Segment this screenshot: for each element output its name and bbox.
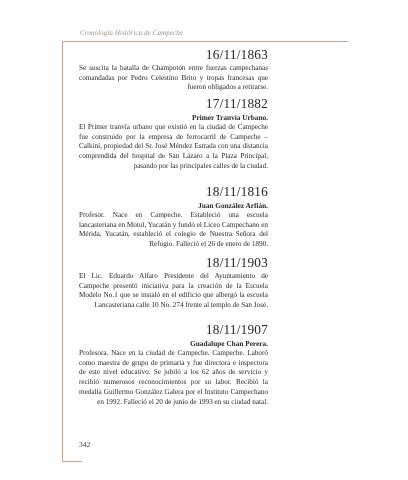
entry-heading: Primer Tranvía Urbano.	[191, 113, 268, 122]
entry-text: Se suscita la batalla de Champotón entre fuerzas campechanas comandadas por Pedro Celestino Brito y tropas francesas que fueron obligados a retirarse.	[79, 64, 268, 92]
entry-date: 17/11/1882	[205, 96, 268, 111]
entry-text: El Lic. Eduardo Alfaro Presidente del Ayuntamiento de Campeche presentó iniciativa para la creación de la Escuela Modelo No.1 que se instaló en el edificio que albergó la escuela Lancasteriana calle 10 No. 274 frente al templo de San José.	[79, 272, 268, 310]
entry-1882	[79, 97, 268, 172]
entry-date: 18/11/1907	[205, 322, 268, 337]
footer-rule	[62, 461, 82, 462]
entry-heading: Guadalupe Chan Perera.	[190, 339, 268, 348]
margin-rule	[62, 41, 63, 462]
entry-text: Profesora. Nace en la ciudad de Campeche. Campeche. Laboró como maestra de grupo de primaria y fue directora e inspectora de este nivel educativo. Se jubiló a los 62 años de servicio y recibió numerosos reconocimientos por su labor. Recibió la medalla Guillermo González Galera por el Instituto Campechano en 1992. Falleció el 20 de junio de 1993 en su ciudad natal.	[79, 349, 268, 406]
entry-1903	[79, 256, 268, 311]
entry-date: 18/11/1903	[205, 255, 268, 270]
entry-date: 16/11/1863	[205, 47, 268, 62]
entry-text: El Primer tranvía urbano que existió en la ciudad de Campeche fue construido por la empresa de ferrocarril de Campeche – Calkiní, propiedad del Sr. José Méndez Estrada con una distancia comprendida del hospital de San Lázaro a la Plaza Principal, pasando por las principales calles de la ciudad.	[79, 123, 268, 170]
entry-text: Profesor. Nace en Campeche. Estableció una escuela lancasteriana en Motul, Yucatán y fundó el Liceo Campechano en Mérida, Yucatán, estableció el colegio de Nuestra Señora del Refugio. Falleció el 26 de enero de 1890.	[79, 211, 268, 249]
entry-1907	[79, 323, 268, 407]
entry-heading: Juan González Arfián.	[198, 201, 268, 210]
entry-1863	[79, 48, 268, 93]
page-number: 342	[79, 440, 91, 449]
entry-1816	[79, 185, 268, 250]
running-head: Cronología Histórica de Campeche	[80, 29, 184, 37]
header-rule	[62, 41, 348, 42]
entry-date: 18/11/1816	[205, 184, 268, 199]
